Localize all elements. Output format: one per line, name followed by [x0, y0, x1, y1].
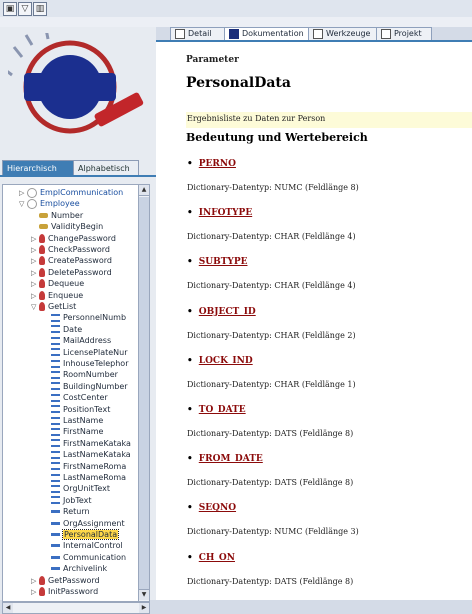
- tree-node-label: Communication: [63, 552, 127, 562]
- field-type-desc: Dictionary-Datentyp: CHAR (Feldlänge 2): [187, 330, 356, 340]
- tab-projekt-label: Projekt: [394, 29, 422, 38]
- tree-node[interactable]: [43, 358, 128, 370]
- tab-werkzeuge-label: Werkzeuge: [326, 29, 371, 38]
- field-link[interactable]: [187, 159, 236, 169]
- tree-node[interactable]: [43, 483, 110, 495]
- tree-node-label: Employee: [40, 199, 80, 209]
- param-out-icon: [51, 544, 60, 547]
- bapi-logo: [8, 33, 148, 145]
- scroll-up-icon[interactable]: ▲: [139, 185, 149, 196]
- tree-node[interactable]: [43, 495, 92, 507]
- scroll-left-icon[interactable]: ◀: [3, 603, 13, 614]
- expand-toggle-icon[interactable]: ▷: [31, 234, 37, 243]
- tree-node-label: FirstName: [63, 427, 104, 437]
- tree-node[interactable]: [31, 290, 83, 302]
- tree-node-label: RoomNumber: [63, 370, 118, 380]
- expand-toggle-icon[interactable]: ▷: [31, 257, 37, 266]
- tree-node[interactable]: [31, 301, 76, 313]
- object-tree[interactable]: [2, 184, 140, 602]
- tree-node-label: LicensePlateNur: [63, 347, 128, 357]
- param-in-icon: [51, 382, 60, 390]
- tree-node[interactable]: [43, 472, 126, 484]
- expand-toggle-icon[interactable]: ▷: [31, 280, 37, 289]
- param-in-icon: [51, 360, 60, 368]
- field-name[interactable]: INFOTYPE: [198, 208, 253, 219]
- tree-node-label: InternalControl: [63, 541, 123, 551]
- param-in-icon: [51, 314, 60, 322]
- tree-node-label: CheckPassword: [48, 245, 110, 254]
- method-icon: [39, 279, 45, 288]
- param-in-icon: [51, 348, 60, 356]
- tree-node-label: LastName: [63, 416, 104, 425]
- tree-node[interactable]: [43, 438, 131, 450]
- tree-node-label: InitPassword: [48, 587, 99, 596]
- tree-node[interactable]: [43, 563, 107, 575]
- tree-node-label: OrgAssignment: [63, 518, 125, 528]
- param-out-icon: [51, 510, 60, 513]
- tree-node[interactable]: [43, 381, 128, 393]
- tree-node-label: BuildingNumber: [63, 381, 128, 391]
- field-name[interactable]: SUBTYPE: [198, 257, 248, 268]
- method-icon: [39, 576, 45, 585]
- expand-toggle-icon[interactable]: ▷: [31, 588, 37, 596]
- bullet-icon: •: [187, 159, 193, 169]
- field-name[interactable]: PERNO: [198, 159, 236, 169]
- tree-node-label: LastNameRoma: [63, 473, 127, 482]
- method-icon: [39, 256, 45, 265]
- param-in-icon: [51, 325, 60, 333]
- tree-node[interactable]: [43, 369, 118, 381]
- tree-node-label: Archivelink: [63, 564, 108, 574]
- param-in-icon: [51, 462, 60, 470]
- method-icon: [39, 291, 45, 300]
- expand-toggle-icon[interactable]: ▷: [19, 189, 25, 197]
- field-link[interactable]: [187, 405, 246, 415]
- tab-projekt[interactable]: [376, 27, 432, 41]
- param-out-icon: [51, 533, 60, 536]
- field-type-desc: Dictionary-Datentyp: CHAR (Feldlänge 4): [187, 232, 356, 242]
- tree-node[interactable]: [31, 255, 112, 267]
- field-link[interactable]: [187, 257, 247, 267]
- layout-icon[interactable]: ▥: [33, 2, 47, 16]
- key-icon: [39, 224, 48, 229]
- doc-short-desc: Ergebnisliste zu Daten zur Person: [187, 114, 326, 123]
- tree-node-label: CreatePassword: [48, 256, 112, 266]
- field-link[interactable]: [187, 454, 263, 464]
- field-type-desc: Dictionary-Datentyp: DATS (Feldlänge 8): [187, 478, 354, 488]
- param-in-icon: [51, 485, 60, 493]
- tree-node[interactable]: [43, 415, 103, 427]
- section-heading: Bedeutung und Wertebereich: [186, 131, 368, 144]
- tree-node-label: InhouseTelephor: [63, 359, 129, 368]
- tab-alphabetisch[interactable]: Alphabetisch: [73, 160, 139, 176]
- field-type-desc: Dictionary-Datentyp: CHAR (Feldlänge 1): [187, 379, 356, 389]
- bullet-icon: •: [187, 503, 193, 514]
- left-panel: [0, 27, 156, 611]
- field-type-desc: Dictionary-Datentyp: NUMC (Feldlänge 3): [187, 527, 359, 537]
- tree-node-label: Enqueue: [48, 290, 84, 300]
- field-link[interactable]: [187, 503, 236, 513]
- tree-node-label: PersonalData: [64, 530, 118, 539]
- tree-node-label: Return: [63, 507, 90, 517]
- param-in-icon: [51, 371, 60, 379]
- field-name[interactable]: CH_ON: [198, 552, 235, 563]
- tree-node-label: PositionText: [63, 404, 111, 414]
- tree-node[interactable]: [31, 278, 84, 290]
- field-link[interactable]: [187, 553, 235, 563]
- tree-node[interactable]: [43, 552, 126, 564]
- tree-node-label: JobText: [63, 495, 92, 505]
- tree-node-label: Date: [63, 324, 83, 334]
- expand-toggle-icon[interactable]: ▷: [31, 246, 37, 254]
- tab-hierarchisch[interactable]: Hierarchisch: [2, 160, 74, 176]
- top-toolbar: [0, 0, 472, 18]
- field-name[interactable]: FROM_DATE: [198, 454, 263, 465]
- tree-node-label: DeletePassword: [48, 267, 112, 277]
- tab-dokumentation-label: Dokumentation: [242, 29, 304, 38]
- field-name[interactable]: SEQNO: [198, 503, 237, 514]
- tree-node-label: GetPassword: [48, 575, 100, 585]
- tree-node-label: PersonnelNumb: [63, 313, 127, 323]
- method-icon: [39, 245, 45, 254]
- scroll-down-icon[interactable]: ▼: [139, 589, 149, 600]
- param-in-icon: [51, 417, 60, 425]
- tab-werkzeuge[interactable]: [308, 27, 378, 41]
- tree-node-label: OrgUnitText: [63, 484, 110, 494]
- param-in-icon: [51, 337, 60, 345]
- tree-node[interactable]: [43, 426, 103, 438]
- method-icon: [39, 268, 45, 277]
- param-in-icon: [51, 496, 60, 504]
- tree-vertical-scrollbar[interactable]: [138, 184, 150, 602]
- tree-node[interactable]: [31, 221, 103, 233]
- tree-node-label: LastNameKataka: [63, 450, 131, 460]
- tools-icon: [313, 29, 323, 39]
- tree-node-label: FirstNameKataka: [63, 438, 131, 448]
- field-type-desc: Dictionary-Datentyp: NUMC (Feldlänge 8): [187, 183, 359, 192]
- param-in-icon: [51, 428, 60, 436]
- field-type-desc: Dictionary-Datentyp: DATS (Feldlänge 8): [187, 429, 354, 438]
- expand-toggle-icon[interactable]: ▽: [19, 200, 25, 209]
- tree-node-label: ValidityBegin: [51, 222, 104, 232]
- doc-title: PersonalData: [186, 75, 291, 91]
- method-gear-icon: [39, 302, 45, 311]
- method-icon: [39, 587, 45, 596]
- field-name[interactable]: LOCK_IND: [198, 355, 253, 366]
- tree-node-label: ChangePassword: [48, 233, 116, 243]
- top-band: [0, 17, 472, 27]
- tree-node[interactable]: [31, 267, 112, 279]
- tree-node-label: GetList: [48, 302, 77, 311]
- left-tab-underline: [0, 175, 156, 177]
- field-type-desc: Dictionary-Datentyp: CHAR (Feldlänge 4): [187, 281, 356, 291]
- app-icon[interactable]: ▣: [3, 2, 17, 16]
- expand-toggle-icon[interactable]: ▷: [31, 268, 37, 277]
- param-in-icon: [51, 474, 60, 482]
- project-icon: [381, 29, 391, 39]
- scroll-right-icon[interactable]: ▶: [139, 603, 149, 614]
- tree-node[interactable]: [43, 529, 118, 541]
- bullet-icon: •: [187, 208, 193, 219]
- tree-node-label: FirstNameRoma: [63, 461, 127, 471]
- tree-node[interactable]: [43, 347, 128, 359]
- expand-toggle-icon[interactable]: ▽: [31, 303, 37, 311]
- param-in-icon: [51, 439, 60, 447]
- tree-node-label: EmplCommunication: [40, 188, 124, 197]
- tab-dokumentation[interactable]: [224, 27, 310, 41]
- detail-icon: [175, 29, 185, 39]
- tree-node-label: Dequeue: [48, 279, 85, 289]
- filter-icon[interactable]: ▽: [18, 2, 32, 16]
- tree-node[interactable]: [43, 518, 125, 530]
- tree-node-label: Number: [51, 210, 84, 220]
- tree-node[interactable]: [43, 506, 90, 518]
- param-in-icon: [51, 405, 60, 413]
- tree-node[interactable]: [31, 244, 110, 256]
- tree-node-label: CostCenter: [63, 393, 108, 403]
- param-in-icon: [51, 394, 60, 402]
- expand-toggle-icon[interactable]: ▷: [31, 576, 37, 585]
- key-icon: [39, 213, 48, 218]
- tree-node[interactable]: [19, 187, 123, 199]
- param-out-icon: [51, 522, 60, 525]
- circle-object-icon: [27, 188, 37, 198]
- tab-detail[interactable]: [170, 27, 226, 41]
- documentation-panel: [156, 42, 472, 600]
- doc-kind: Parameter: [186, 55, 239, 65]
- expand-toggle-icon[interactable]: ▷: [31, 291, 37, 300]
- tree-node-label: MailAddress: [63, 336, 112, 346]
- tree-node[interactable]: [43, 335, 111, 347]
- bullet-icon: •: [187, 405, 193, 415]
- tree-node[interactable]: [43, 404, 110, 416]
- tree-node[interactable]: [43, 461, 126, 473]
- tree-horizontal-scrollbar[interactable]: [2, 602, 150, 614]
- method-icon: [39, 234, 45, 243]
- tree-node[interactable]: [43, 540, 123, 552]
- param-out-icon: [51, 556, 60, 559]
- info-icon: [229, 29, 239, 39]
- param-in-icon: [51, 451, 60, 459]
- bullet-icon: •: [187, 257, 193, 268]
- tree-node[interactable]: [19, 198, 80, 210]
- field-link[interactable]: [187, 356, 253, 366]
- bullet-icon: •: [187, 306, 193, 317]
- circle-object-icon: [27, 199, 37, 209]
- bullet-icon: •: [187, 454, 193, 465]
- tree-node[interactable]: [43, 449, 131, 461]
- field-link[interactable]: [187, 208, 252, 218]
- tree-node[interactable]: [31, 210, 83, 222]
- tree-node[interactable]: [31, 233, 116, 245]
- tree-node[interactable]: [31, 575, 100, 587]
- scroll-thumb[interactable]: [139, 197, 149, 597]
- bullet-icon: •: [187, 552, 193, 563]
- field-link[interactable]: [187, 307, 256, 317]
- tab-detail-label: Detail: [188, 29, 212, 38]
- tree-node[interactable]: [43, 324, 82, 336]
- bullet-icon: •: [187, 355, 193, 366]
- tree-node[interactable]: [43, 312, 126, 324]
- param-out-icon: [51, 567, 60, 570]
- field-name[interactable]: OBJECT_ID: [198, 306, 256, 317]
- field-type-desc: Dictionary-Datentyp: DATS (Feldlänge 8): [187, 576, 354, 586]
- field-name[interactable]: TO_DATE: [198, 405, 246, 415]
- tree-node[interactable]: [43, 392, 108, 404]
- tree-node[interactable]: [31, 586, 98, 598]
